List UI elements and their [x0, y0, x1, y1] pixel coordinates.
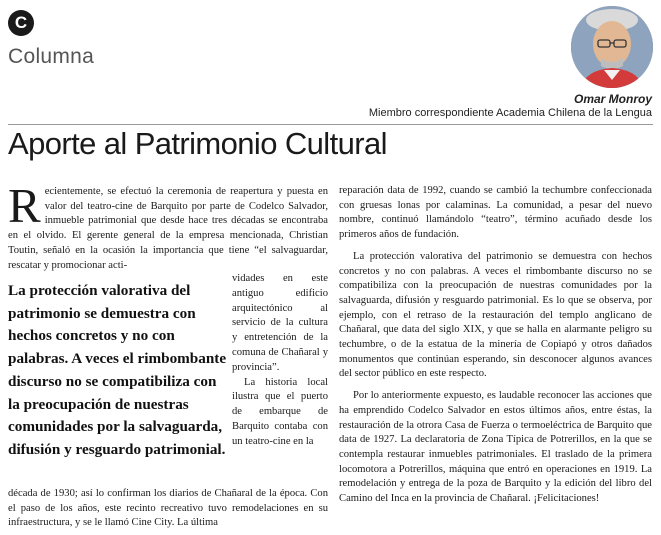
- col2-paragraph-3: Por lo anteriormente expuesto, es laudable reconocer las acciones que ha emprendido Codelco Salvador en estos últimos años, entre éstas, la restauración de la otrora Casa de Fuerza o termoeléctrica de Barquito que data de 1927. La declaratoria de Zona Típica de Potrerillos, en la que se contempla restaurar inmuebles patrimoniales. El traslado de la primera locomotora a Potrerillos, máquina que entró en operaciones en 1919. La remodelación y entrega de la poza de Barquito y la edición del libro del Camino del Inca en la provincia de Chañaral. ¡Felicitaciones!: [339, 390, 652, 505]
- intro-text: ecientemente, se efectuó la ceremonia de reapertura y puesta en valor del teatro-cine de Barquito por parte de Codelco Salvador, inmueble patrimonial que desde hace tres décadas se encontraba en el olvido. El gerente general de la empresa mencionada, Christian Toutin, señaló en la ocasión la importancia que tiene “el salvaguardar, rescatar y promocionar acti-: [8, 186, 328, 271]
- intro-paragraph: [8, 178, 328, 273]
- narrow-paragraph-1: vidades en este antiguo edificio arquitectónico al servicio de la cultura y entretención de la comuna de Chañaral y provincia”.: [232, 273, 328, 373]
- col2-paragraph-1: reparación data de 1992, cuando se cambió la techumbre confeccionada con gruesas lonas por calaminas. La comunidad, a pesar del nuevo nombre, continuó llamándolo “teatro”, término acuñado desde los primeros años de fundación.: [339, 185, 652, 241]
- author-role: Miembro correspondiente Academia Chilena de la Lengua: [368, 107, 652, 119]
- col2-paragraph-2: La protección valorativa del patrimonio se demuestra con hechos concretos y no con palabras. A veces el rimbombante discurso no se compatibiliza con la preocupación de nuestras comunidades por la salvaguarda, difusión y resguardo patrimonial. Es lo que se observa, por ejemplo, con el retraso de la restauración del templo anglicano de Chañaral, que data del siglo XIX, y que se halla en alarmante peligro su techumbre, o de la estatua de la minería de Copiapó y otros dañados monumentos que continúan esperando, sin desconocer algunos avances del sector público en este respecto.: [339, 250, 652, 380]
- header-divider: [8, 124, 653, 125]
- narrow-column: [232, 272, 328, 450]
- drop-cap: R: [8, 178, 41, 233]
- narrow-paragraph-2: La historia local ilustra que el puerto de embarque de Barquito contaba con un teatro-cine en la: [232, 376, 328, 447]
- bottom-paragraph: década de 1930; así lo confirman los diarios de Chañaral de la época. Con el paso de los años, este recinto recreativo tuvo remodelaciones en su infraestructura, y se le llamó Cine City. La última: [8, 488, 328, 529]
- article-headline: Aporte al Patrimonio Cultural: [8, 126, 387, 161]
- section-label: Columna: [8, 45, 95, 68]
- section-badge: C: [8, 10, 34, 36]
- author-portrait-image: [571, 6, 653, 88]
- author-photo: [571, 6, 653, 88]
- pull-quote: La protección valorativa del patrimonio se demuestra con hechos concretos y no con palabras. A veces el rimbombante discurso no se compatibiliza con la preocupación de nuestras comunidades por la salvaguarda, difusión y resguardo patrimonial.: [8, 282, 227, 458]
- author-name: Omar Monroy: [573, 92, 652, 106]
- right-column: [339, 184, 652, 514]
